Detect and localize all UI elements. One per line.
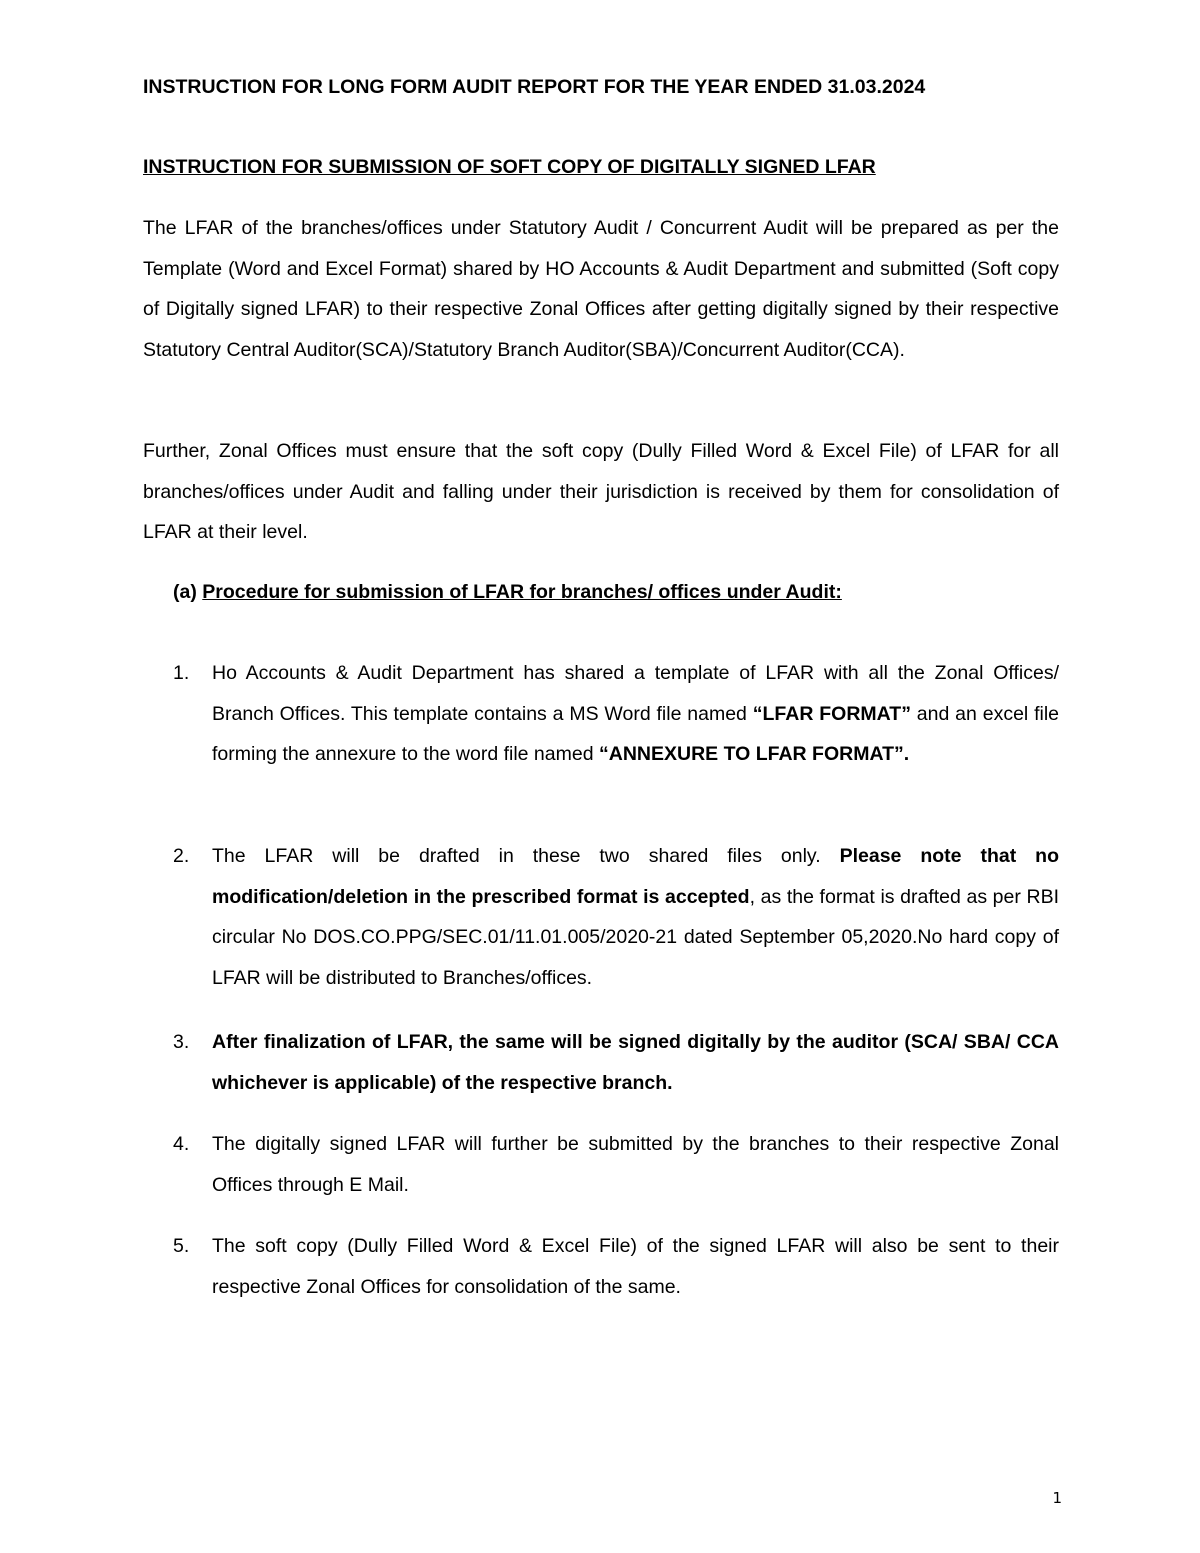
list-item-text: The soft copy (Dully Filled Word & Excel File) of the signed LFAR will also be sent to their respective Zonal Offices for consolidation of the same. <box>212 1235 1059 1298</box>
paragraph-intro: The LFAR of the branches/offices under Statutory Audit / Concurrent Audit will be prepared as per the Template (Word and Excel Format) shared by HO Accounts & Audit Department and submitted (Soft copy of Digitally signed LFAR) to their respective Zonal Offices after getting digitally signed by their respective Statutory Central Auditor(SCA)/Statutory Branch Auditor(SBA)/Concurrent Auditor(CCA). <box>143 217 1059 361</box>
list-item-number: 4. <box>173 1133 190 1155</box>
list-item <box>173 1226 1059 1307</box>
procedure-sub-heading <box>173 574 1053 610</box>
list-item-text: The digitally signed LFAR will further be submitted by the branches to their respective Zonal Offices through E Mail. <box>212 1133 1059 1196</box>
list-item <box>173 1022 1059 1103</box>
list-item-text: After finalization of LFAR, the same will be signed digitally by the auditor (SCA/ SBA/ CCA whichever is applicable) of the respective branch. <box>212 1031 1059 1094</box>
list-item-number: 5. <box>173 1235 190 1257</box>
section-title: INSTRUCTION FOR SUBMISSION OF SOFT COPY OF DIGITALLY SIGNED LFAR <box>143 156 876 178</box>
list-item-text: Ho Accounts & Audit Department has shared a template of LFAR with all the Zonal Offices/ Branch Offices. This template contains a MS Word file named “LFAR FORMAT” and an excel file forming the annexure to the word file named “ANNEXURE TO LFAR FORMAT”. <box>212 662 1060 765</box>
list-item-number: 1. <box>173 662 190 684</box>
list-item-number: 3. <box>173 1031 190 1053</box>
list-item-text: The LFAR will be drafted in these two shared files only. Please note that no modification/deletion in the prescribed format is accepted, as the format is drafted as per RBI circular No DOS.CO.PPG/SEC.01/11.01.005/2020-21 dated September 05,2020.No hard copy of LFAR will be distributed to Branches/offices. <box>212 845 1059 989</box>
sub-heading-marker: (a) <box>173 581 197 603</box>
document-header-title: INSTRUCTION FOR LONG FORM AUDIT REPORT FOR THE YEAR ENDED 31.03.2024 <box>143 76 926 98</box>
list-item <box>173 653 1059 775</box>
sub-heading-text: Procedure for submission of LFAR for branches/ offices under Audit: <box>202 581 842 603</box>
page-number: 1 <box>1052 1489 1062 1507</box>
list-item <box>173 1124 1059 1205</box>
paragraph-zonal-offices: Further, Zonal Offices must ensure that the soft copy (Dully Filled Word & Excel File) of LFAR for all branches/offices under Audit and falling under their jurisdiction is received by them for consolidation of LFAR at their level. <box>143 440 1059 543</box>
list-item-number: 2. <box>173 845 190 867</box>
list-item <box>173 836 1059 998</box>
